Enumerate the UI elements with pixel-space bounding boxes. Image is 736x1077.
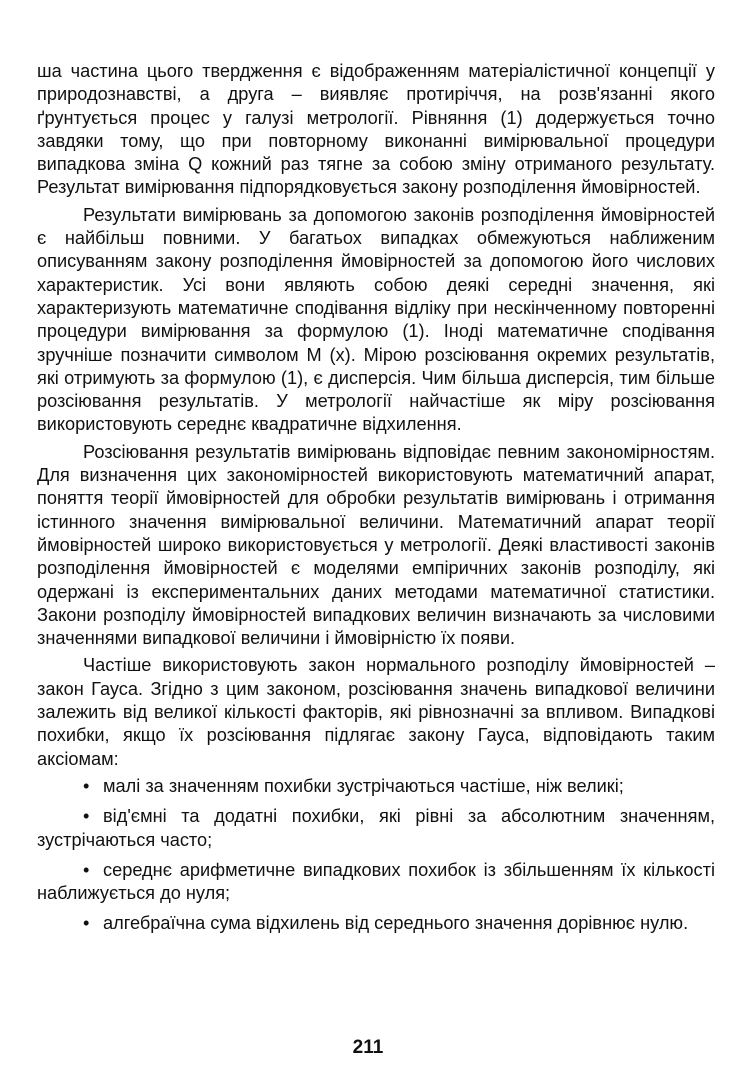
- list-item: [37, 859, 715, 906]
- page-body: [37, 60, 715, 943]
- axioms-list: [37, 775, 715, 936]
- list-item-text: малі за значенням похибки зустрічаються частіше, ніж великі;: [103, 775, 624, 796]
- list-item-text: від'ємні та додатні похибки, які рівні за абсолютним значенням, зустрічаються часто;: [37, 806, 715, 850]
- paragraph-scatter-regularities: Розсіювання результатів вимірювань відповідає певним закономірностям. Для визначення цих закономірностей використовують математичний апарат, поняття теорії ймовірностей для обробки результатів вимірювань і отримання істинного значення вимірювальної величини. Математичний апарат теорії ймовірностей широко використовується у метрології. Деякі властивості законів розподілення ймовірностей є моделями емпіричних законів розподілу, які одержані із експериментальних даних методами математичної статистики. Закони розподілу ймовірностей випадкових величин визначають за числовими значеннями випадкової величини і ймовірністю їх появи.: [37, 441, 715, 649]
- list-item: [37, 912, 715, 935]
- bullet-icon: •: [83, 806, 90, 827]
- bullet-icon: •: [83, 913, 90, 934]
- list-item-text: середнє арифметичне випадкових похибок із збільшенням їх кількості наближується до нуля;: [37, 859, 715, 904]
- list-item-text: алгебраїчна сума відхилень від середнього значення дорівнює нулю.: [103, 913, 689, 934]
- list-item: [37, 805, 715, 852]
- bullet-icon: •: [83, 775, 90, 796]
- paragraph-continuation: ша частина цього твердження є відображенням матеріалістичної концепції у природознавстві, а друга – виявляє протиріччя, на розв'язанні якого ґрунтується процес у галузі метрології. Рівняння (1) додержується точно завдяки тому, що при повторному виконанні вимірювальної процедури випадкова зміна Q кожний раз тягне за собою зміну отриманого результату. Результат вимірювання підпорядковується закону розподілення ймовірностей.: [37, 61, 715, 198]
- list-item: [37, 775, 715, 798]
- page-number: 211: [352, 1037, 384, 1058]
- paragraph-gauss-law: Частіше використовують закон нормального розподілу ймовірностей – закон Гауса. Згідно з цим законом, розсіювання значень випадкової величини залежить від великої кількості факторів, які рівнозначні за впливом. Випадкові похибки, якщо їх розсіювання підлягає закону Гауса, відповідають таким аксіомам:: [37, 655, 715, 769]
- paragraph-distribution-laws: Результати вимірювань за допомогою законів розподілення ймовірностей є найбільш повними. У багатьох випадках обмежуються наближеним описуванням закону розподілення ймовірностей за допомогою його числових характеристик. Усі вони являють собою деякі середні значення, які характеризують математичне сподівання відліку при нескінченному повторенні процедури вимірювання за формулою (1). Іноді математичне сподівання зручніше позначити символом M (x). Мірою розсіювання окремих результатів, які отримують за формулою (1), є дисперсія. Чим більша дисперсія, тим більше розсіювання результатів. У метрології найчастіше як міру розсіювання використовують середнє квадратичне відхилення.: [37, 204, 715, 435]
- bullet-icon: •: [83, 859, 90, 880]
